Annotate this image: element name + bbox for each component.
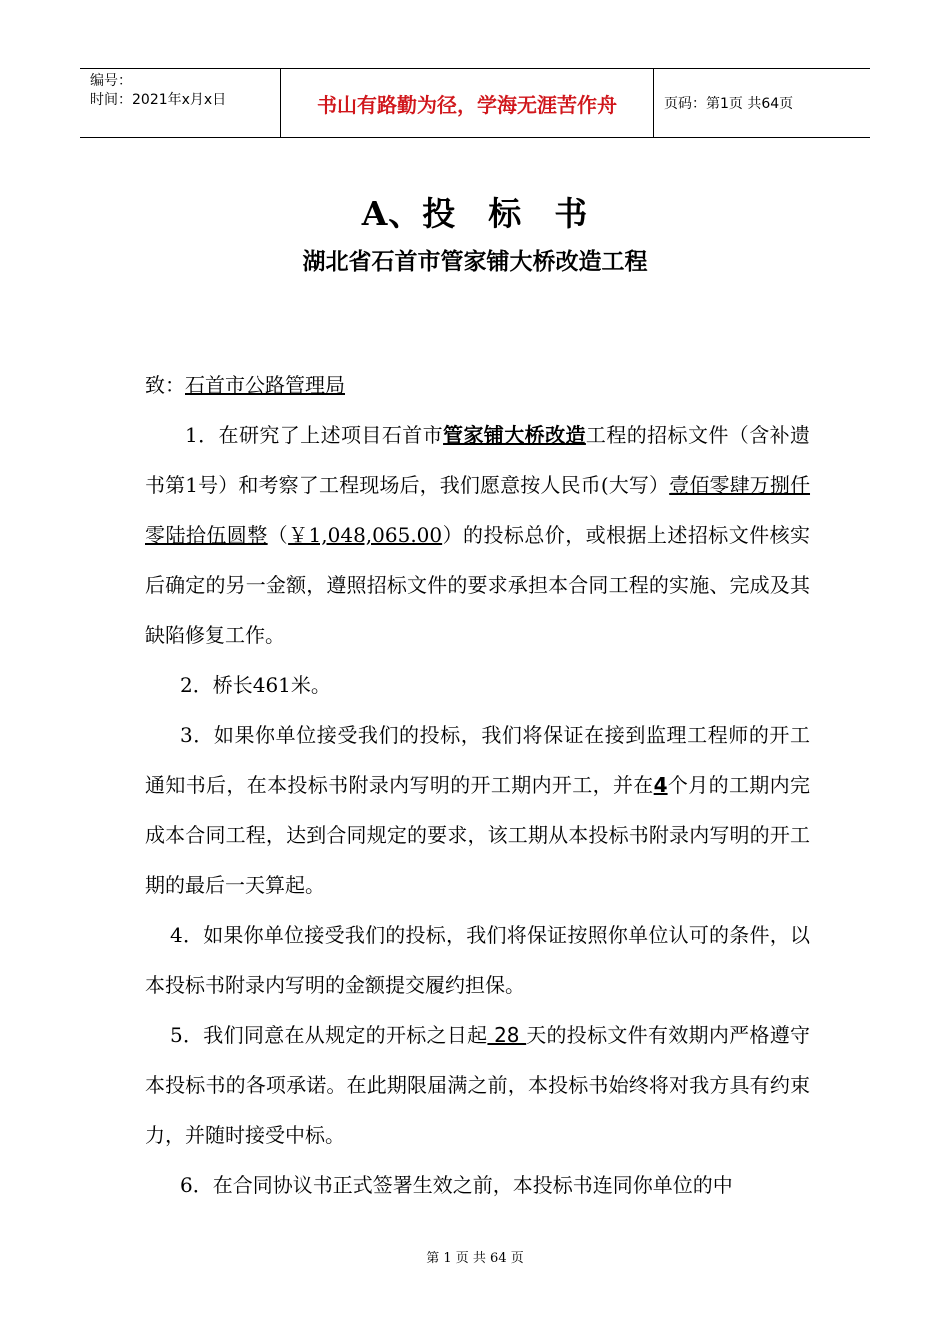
letter-body [145, 360, 810, 1210]
paragraph-1 [145, 410, 810, 660]
document-title [0, 188, 950, 235]
document-number-label: 编号： [90, 73, 132, 89]
p1-text-a: 1．在研究了上述项目石首市 [185, 423, 444, 447]
project-subtitle: 湖北省石首市管家铺大桥改造工程 [302, 249, 648, 275]
title-part-b: 标 [488, 194, 523, 233]
p3-text-b: 个月的工期内完成本合同工程，达到合同规定的要求，该工期从本投标书附录内写明的开工期的最后一天算起。 [145, 773, 811, 897]
p3-text-a: 3．如果你单位接受我们的投标，我们将保证在接到监理工程师的开工通知书后，在本投标书附录内写明的开工期内开工，并在 [145, 723, 810, 797]
amount-in-words: 壹佰零肆万捌仟零陆拾伍圆整 [145, 473, 811, 547]
header-meta [80, 69, 281, 137]
paragraph-5 [145, 1010, 810, 1160]
recipient-prefix: 致： [145, 373, 185, 397]
p1-text-d: ）的投标总价，或根据上述招标文件核实后确定的另一金额，遵照招标文件的要求承担本合同工程的实施、完成及其缺陷修复工作。 [145, 523, 811, 647]
validity-days: 28 [487, 1023, 527, 1047]
recipient-org: 石首市公路管理局 [185, 373, 345, 397]
paragraph-2: 2．桥长461米。 [180, 673, 331, 697]
header-page-info: 页码：第1页 共64页 [664, 96, 794, 112]
paragraph-3 [145, 710, 810, 910]
title-part-a: A、投 [361, 194, 457, 233]
duration-months: 4 [653, 773, 668, 797]
paragraph-4: 4．如果你单位接受我们的投标，我们将保证按照你单位认可的条件，以本投标书附录内写明的金额提交履约担保。 [145, 923, 810, 997]
p1-text-b: 工程的招标文件（含补遗书第1号）和考察了工程现场后，我们愿意按人民币(大写） [145, 423, 811, 497]
amount-in-numbers: ￥1,048,065.00 [288, 523, 443, 547]
p5-text-b: 天的投标文件有效期内严格遵守本投标书的各项承诺。在此期限届满之前，本投标书始终将对我方具有约束力，并随时接受中标。 [145, 1023, 811, 1147]
title-part-c: 书 [554, 194, 589, 233]
recipient-line [145, 360, 810, 410]
project-name: 管家铺大桥改造 [443, 423, 586, 447]
page-footer: 第 1 页 共 64 页 [426, 1251, 524, 1266]
p1-text-c: （ [267, 523, 289, 547]
paragraph-6: 6．在合同协议书正式签署生效之前，本投标书连同你单位的中 [180, 1173, 733, 1197]
header-motto: 书山有路勤为径，学海无涯苦作舟 [281, 69, 654, 137]
header-table [80, 68, 870, 138]
document-time-label: 时间：2021年x月x日 [90, 92, 227, 108]
p5-text-a: 5．我们同意在从规定的开标之日起 [170, 1023, 488, 1047]
